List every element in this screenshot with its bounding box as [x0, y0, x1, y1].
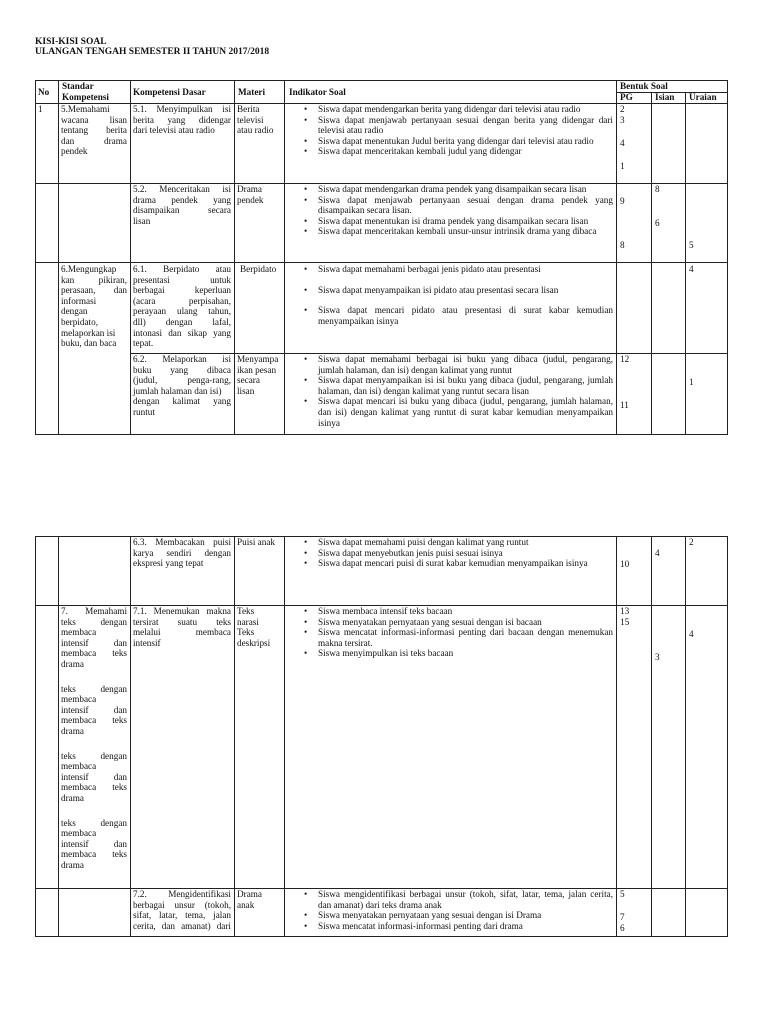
- list-item: • Siswa dapat menentukan isi drama pendek yang disampaikan secara lisan: [302, 216, 613, 227]
- list-item: • Siswa dapat menentukan Judul berita yang didengar dari televisi atau radio: [302, 136, 613, 147]
- materi-cell: Menyampa ikan pesan secara lisan: [237, 354, 279, 396]
- list-item: • Siswa dapat menjawab pertanyaan sesuai dengan drama pendek yang disampaikan secara lisan.: [302, 195, 613, 216]
- list-item: • Siswa menyatakan pernyataan yang sesuai dengan isi bacaan: [302, 617, 613, 628]
- col-materi: Materi: [238, 87, 266, 97]
- doc-subtitle: ULANGAN TENGAH SEMESTER II TAHUN 2017/2018: [35, 47, 270, 57]
- uraian-value: 1: [689, 377, 694, 387]
- uraian-value: 5: [689, 240, 694, 250]
- pg-value: 7: [620, 912, 625, 922]
- list-item: • Siswa menyatakan pernyataan yang sesuai dengan isi Drama: [302, 910, 613, 921]
- sk-cell: 7. Memahami teks dengan membaca intensif dan membaca teks drama teks dengan membaca intensif dan membaca teks drama teks dengan membaca intensif dan membaca teks drama teks dengan membaca intensif dan membaca teks drama: [61, 606, 127, 870]
- pg-value: 2: [620, 104, 625, 114]
- pg-value: 12: [620, 354, 630, 364]
- pg-value: 8: [620, 240, 625, 250]
- list-item: • Siswa dapat menyampaikan isi pidato atau presentasi secara lisan: [302, 285, 613, 296]
- materi-cell: Drama anak: [237, 889, 262, 910]
- isian-value: 8: [655, 184, 660, 194]
- isian-value: 4: [655, 548, 660, 558]
- list-item: • Siswa dapat menceritakan kembali unsur-unsur intrinsik drama yang dibaca: [302, 226, 613, 237]
- sk-cell: 5.Memahami wacana lisan tentang berita dan drama pendek: [61, 104, 127, 157]
- pg-value: 1: [620, 161, 625, 171]
- kd-cell: 5.2. Menceritakan isi drama pendek yang disampaikan secara lisan: [133, 184, 231, 226]
- materi-cell: Drama pendek: [237, 184, 264, 205]
- materi-cell: Berita televisi atau radio: [237, 104, 274, 136]
- list-item: • Siswa mencatat informasi-informasi penting dari drama: [302, 921, 613, 932]
- list-item: • Siswa dapat memahami berbagai isi buku yang dibaca (judul, pengarang, jumlah halaman, dan isi) dengan kalimat yang runtut: [302, 354, 613, 375]
- list-item: • Siswa dapat mendengarkan berita yang didengar dari televisi atau radio: [302, 104, 613, 115]
- indikator-list: [302, 606, 613, 659]
- list-item: • Siswa dapat mencari puisi di surat kabar kemudian menyampaikan isinya: [302, 558, 613, 569]
- pg-value: 13: [620, 606, 630, 616]
- pg-value: 10: [620, 559, 630, 569]
- indikator-list: [302, 537, 613, 569]
- list-item: • Siswa mengidentifikasi berbagai unsur (tokoh, sifat, latar, tema, jalan cerita, dan amanat) dari teks drama anak: [302, 889, 613, 910]
- doc-title: KISI-KISI SOAL: [35, 37, 107, 47]
- uraian-value: 4: [689, 264, 694, 274]
- row-no: 1: [38, 104, 43, 114]
- indikator-list: [302, 354, 613, 428]
- pg-value: 4: [620, 138, 625, 148]
- list-item: • Siswa dapat memahami puisi dengan kalimat yang runtut: [302, 537, 613, 548]
- isian-value: 6: [655, 218, 660, 228]
- indikator-list: [302, 184, 613, 237]
- list-item: • Siswa dapat menceritakan kembali judul yang didengar: [302, 146, 613, 157]
- col-kd: Kompetensi Dasar: [133, 87, 206, 97]
- col-bentuk: Bentuk Soal: [620, 81, 668, 91]
- pg-value: 3: [620, 115, 625, 125]
- pg-value: 11: [620, 400, 629, 410]
- indikator-list: [302, 104, 613, 157]
- col-pg: PG: [620, 92, 633, 102]
- sk-cell: 6.Mengungkap kan pikiran, perasaan, dan informasi dengan berpidato, melaporkan isi buku, dan baca: [61, 264, 127, 349]
- list-item: • Siswa dapat menyampaikan isi isi buku yang dibaca (judul, pengarang, jumlah halaman, dan isi) dengan kalimat yang runtut secara lisan: [302, 375, 613, 396]
- kd-cell: 6.3. Membacakan puisi karya sendiri dengan ekspresi yang tepat: [133, 537, 231, 569]
- list-item: • Siswa dapat mendengarkan drama pendek yang disampaikan secara lisan: [302, 184, 613, 195]
- list-item: • Siswa dapat memahami berbagai jenis pidato atau presentasi: [302, 264, 613, 275]
- kd-cell: 6.1. Berpidato atau presentasi untuk berbagai keperluan (acara perpisahan, perayaan ulang tahun, dll) dengan lafal, intonasi dan sikap yang tepat.: [133, 264, 231, 349]
- kd-cell: 7.2. Mengidentifikasi berbagai unsur (tokoh, sifat, latar, tema, jalan cerita, dan amanat) dari: [133, 889, 231, 931]
- col-standar: Standar: [62, 81, 94, 91]
- pg-value: 15: [620, 617, 630, 627]
- pg-value: 6: [620, 923, 625, 933]
- kd-cell: 6.2. Melaporkan isi buku yang dibaca (judul, penga-rang, jumlah halaman dan isi) dengan kalimat yang runtut: [133, 354, 231, 417]
- materi-cell: Puisi anak: [237, 537, 276, 547]
- list-item: • Siswa dapat mencari isi buku yang dibaca (judul, pengarang, jumlah halaman, dan isi) dengan kalimat yang runtut di surat kabar kemudian menyampaikan isinya: [302, 396, 613, 428]
- pg-value: 5: [620, 889, 625, 899]
- col-indikator: Indikator Soal: [289, 87, 346, 97]
- pg-value: 9: [620, 196, 625, 206]
- uraian-value: 2: [689, 537, 694, 547]
- indikator-list: [302, 264, 613, 326]
- list-item: • Siswa dapat menjawab pertanyaan sesuai dengan berita yang didengar dari televisi atau radio: [302, 115, 613, 136]
- list-item: • Siswa dapat mencari pidato atau presentasi di surat kabar kemudian menyampaikan isinya: [302, 305, 613, 326]
- col-no: No: [38, 87, 50, 97]
- list-item: • Siswa menyimpulkan isi teks bacaan: [302, 648, 613, 659]
- list-item: • Siswa membaca intensif teks bacaan: [302, 606, 613, 617]
- kd-cell: 5.1. Menyimpulkan isi berita yang didengar dari televisi atau radio: [133, 104, 231, 136]
- indikator-list: [302, 889, 613, 931]
- uraian-value: 4: [689, 629, 694, 639]
- materi-cell: Teks narasi Teks deskripsi: [237, 606, 271, 648]
- col-isian: Isian: [655, 92, 675, 102]
- isian-value: 3: [655, 652, 660, 662]
- col-kompetensi: Kompetensi: [62, 92, 109, 102]
- kd-cell: 7.1. Menemukan makna tersirat suatu teks melalui membaca intensif: [133, 606, 231, 648]
- list-item: • Siswa dapat menyebutkan jenis puisi sesuai isinya: [302, 548, 613, 559]
- list-item: • Siswa mencatat informasi-informasi penting dari bacaan dengan menemukan makna tersirat.: [302, 627, 613, 648]
- materi-cell: Berpidato: [240, 264, 277, 274]
- col-uraian: Uraian: [689, 92, 717, 102]
